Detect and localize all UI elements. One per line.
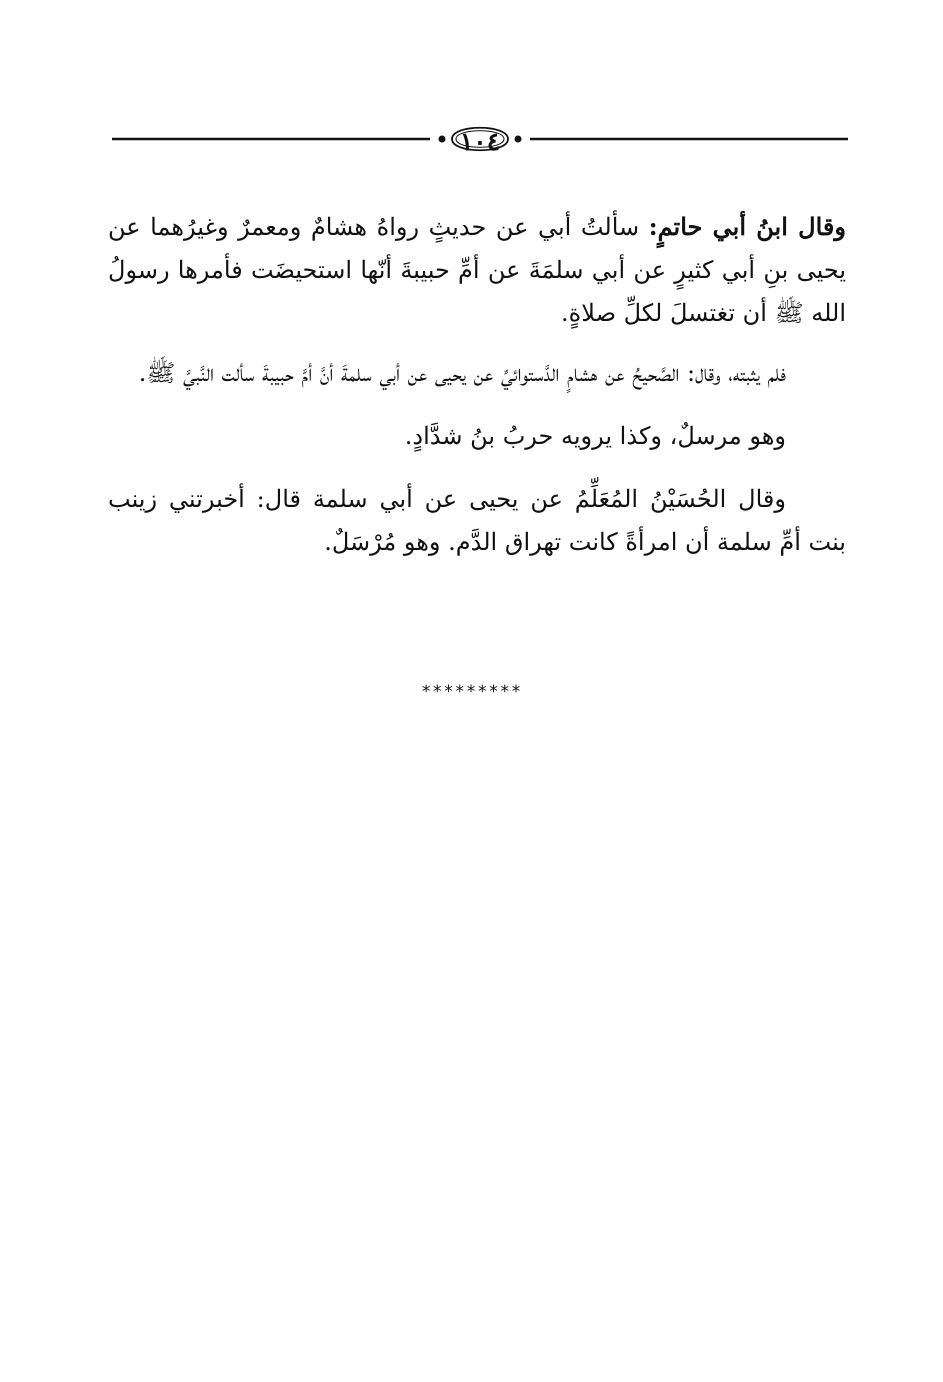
page-number: ١٠٤ (459, 127, 501, 156)
page-header (112, 120, 848, 164)
paragraph-lead: وقال ابنُ أبي حاتمٍ: (648, 212, 846, 241)
paragraph-3: وهو مرسلٌ، وكذا يرويه حربُ بنُ شدَّادٍ. (404, 422, 786, 450)
paragraph-4: وقال الحُسَيْنُ المُعَلِّمُ عن يحيى عن أبي سلمة قال: أخبرتني زينب بنت أمِّ سلمة أن امرأةً كانت تهراق الدَّم. وهو مُرْسَلٌ. (108, 485, 846, 556)
paragraph-text: سألتُ أبي عن حديثٍ رواهُ هشامٌ ومعمرٌ وغيرُهما عن يحيى بنِ أبي كثيرٍ عن أبي سلمَةَ عن أمِّ حبيبةَ أنّها استحيضَت فأمرها رسولُ الله ﷺ أن تغتسلَ لكلِّ صلاةٍ. (108, 213, 846, 327)
paragraph-1 (108, 205, 846, 335)
page-body (108, 205, 846, 584)
section-separator: ********* (420, 682, 523, 702)
paragraph-2: فلم يثبته، وقال: الصَّحيحُ عن هشامٍ الدَّستوائيِّ عن يحيى عن أبي سلمةَ أنَّ أمَّ حبيبةَ سألت النَّبيَّ ﷺ. (138, 359, 786, 387)
